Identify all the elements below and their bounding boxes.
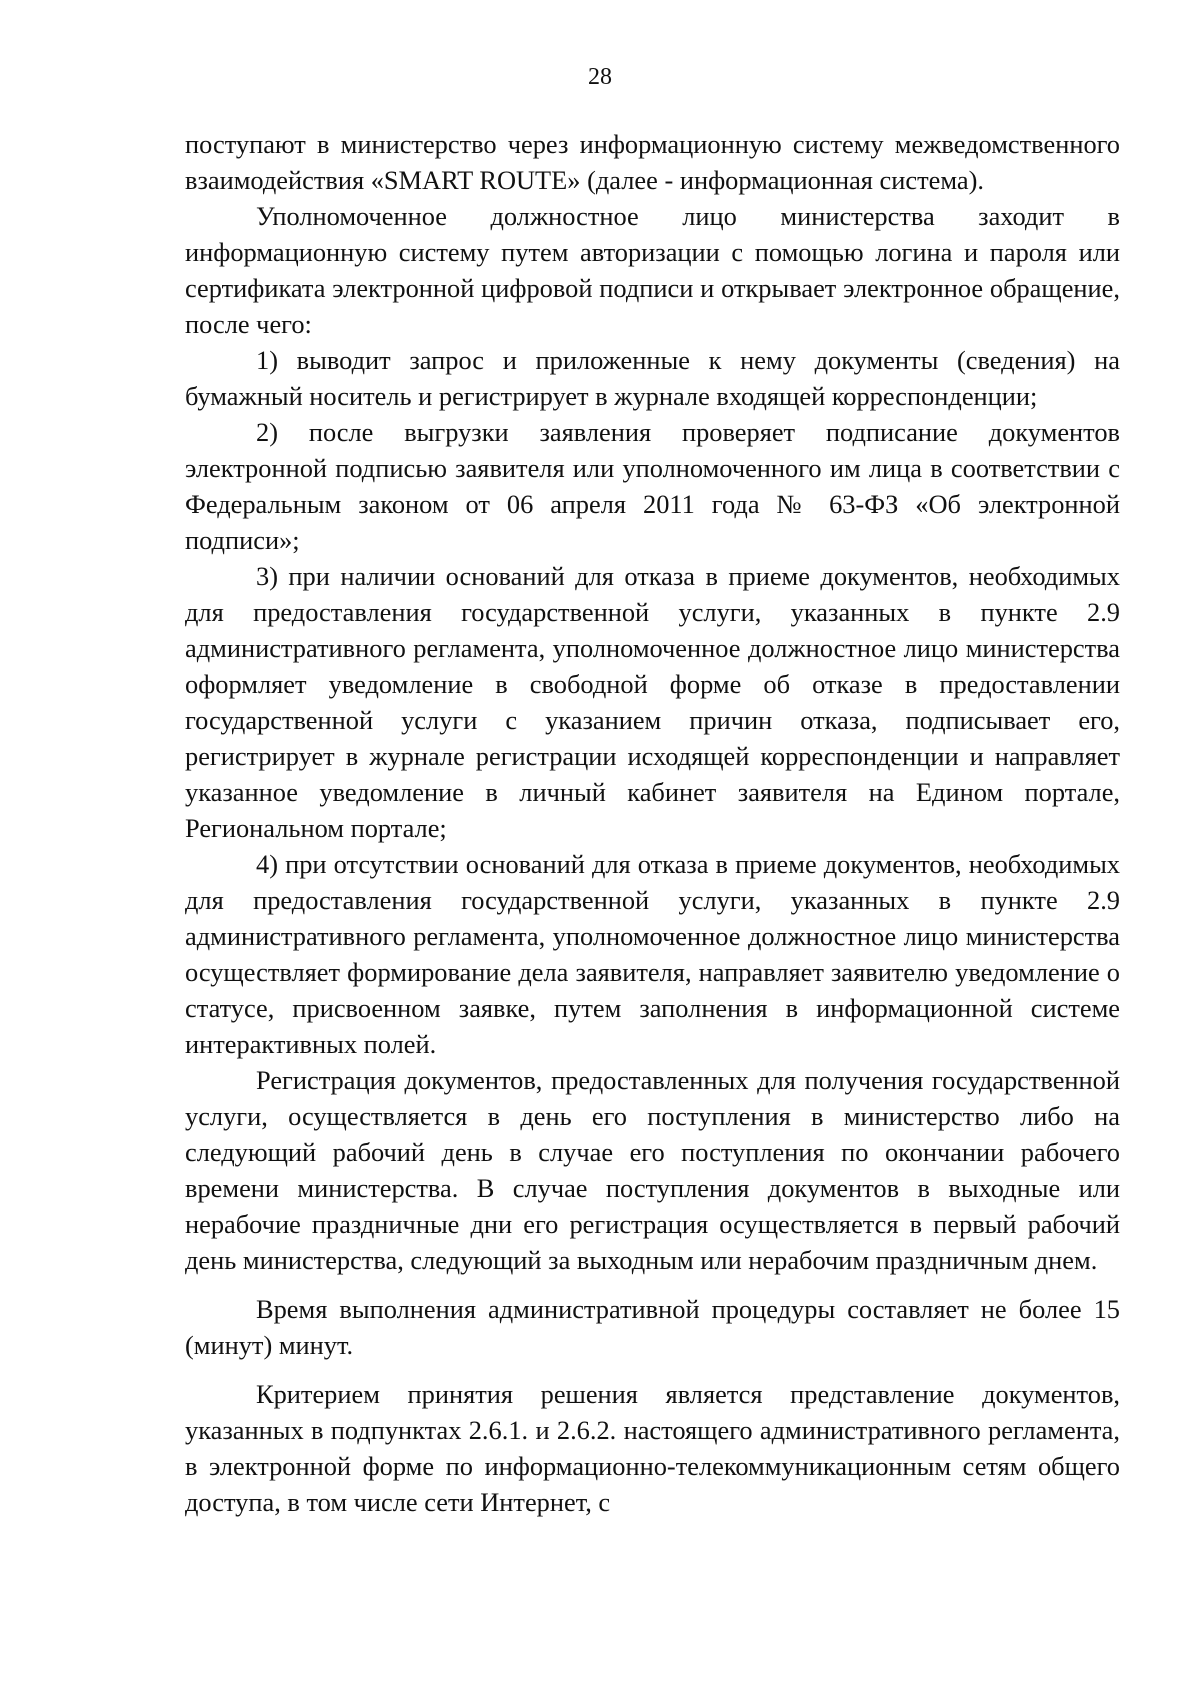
- document-body: [185, 126, 1120, 1520]
- paragraph-execution-time: Время выполнения административной процедуры составляет не более 15 (минут) минут.: [185, 1294, 1120, 1360]
- paragraph-registration: Регистрация документов, предоставленных для получения государственной услуги, осуществляется в день его поступления в министерство либо на следующий рабочий день в случае его поступления по окончании рабочего времени министерства. В случае поступления документов в выходные или нерабочие праздничные дни его регистрация осуществляется в первый рабочий день министерства, следующий за выходным или нерабочим праздничным днем.: [185, 1065, 1120, 1275]
- list-item-4: 4) при отсутствии оснований для отказа в приеме документов, необходимых для предоставления государственной услуги, указанных в пункте 2.9 административного регламента, уполномоченное должностное лицо министерства осуществляет формирование дела заявителя, направляет заявителю уведомление о статусе, присвоенном заявке, путем заполнения в информационной системе интерактивных полей.: [185, 849, 1120, 1059]
- paragraph-authorized-official: Уполномоченное должностное лицо министерства заходит в информационную систему путем авторизации с помощью логина и пароля или сертификата электронной цифровой подписи и открывает электронное обращение, после чего:: [185, 201, 1120, 339]
- list-item-1: 1) выводит запрос и приложенные к нему документы (сведения) на бумажный носитель и регистрирует в журнале входящей корреспонденции;: [185, 345, 1120, 411]
- paragraph-continuation: поступают в министерство через информационную систему межведомственного взаимодействия «SMART ROUTE» (далее - информационная система).: [185, 129, 1120, 195]
- list-item-2: 2) после выгрузки заявления проверяет подписание документов электронной подписью заявителя или уполномоченного им лица в соответствии с Федеральным законом от 06 апреля 2011 года № 63-ФЗ «Об электронной подписи»;: [185, 417, 1120, 555]
- list-item-3: 3) при наличии оснований для отказа в приеме документов, необходимых для предоставления государственной услуги, указанных в пункте 2.9 административного регламента, уполномоченное должностное лицо министерства оформляет уведомление в свободной форме об отказе в предоставлении государственной услуги с указанием причин отказа, подписывает его, регистрирует в журнале регистрации исходящей корреспонденции и направляет указанное уведомление в личный кабинет заявителя на Едином портале, Региональном портале;: [185, 561, 1120, 843]
- page-number: 28: [588, 64, 612, 90]
- paragraph-decision-criterion: Критерием принятия решения является представление документов, указанных в подпунктах 2.6.1. и 2.6.2. настоящего административного регламента, в электронной форме по информационно-телекоммуникационным сетям общего доступа, в том числе сети Интернет, с: [185, 1379, 1120, 1517]
